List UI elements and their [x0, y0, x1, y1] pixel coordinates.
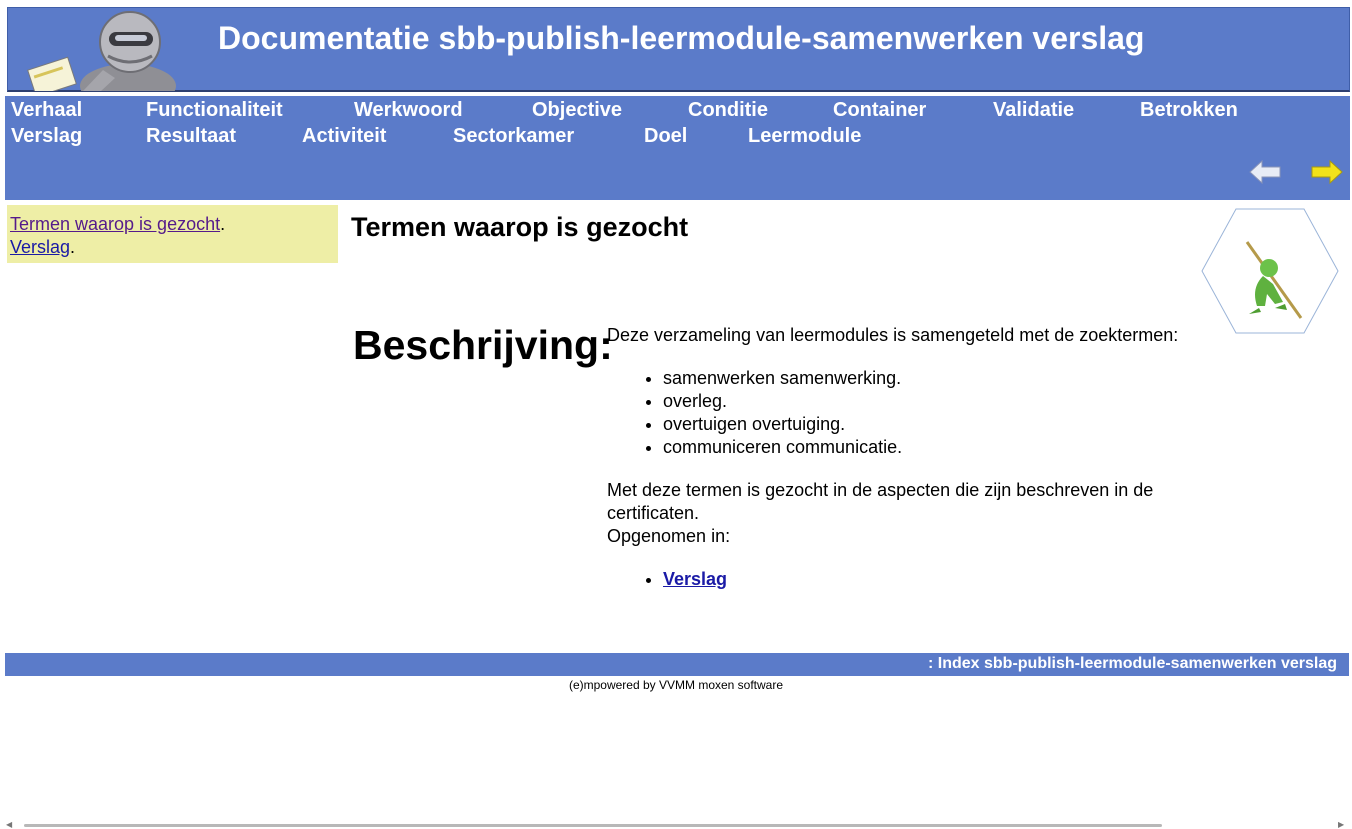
nav-item-betrokken[interactable]: Betrokken	[1140, 99, 1238, 121]
scroll-right-icon[interactable]: ▶	[1338, 820, 1345, 829]
sidebar-breadcrumb	[7, 205, 338, 263]
nav-item-sectorkamer[interactable]: Sectorkamer	[453, 125, 575, 147]
sidebar-link-verslag[interactable]: Verslag	[10, 237, 71, 257]
nav-item-conditie[interactable]: Conditie	[688, 99, 768, 121]
description-content	[607, 324, 1192, 611]
scroll-left-icon[interactable]: ◀	[6, 820, 13, 829]
hexagon-figure-icon	[1201, 208, 1339, 334]
nav-item-activiteit[interactable]: Activiteit	[302, 125, 387, 147]
previous-arrow-icon[interactable]	[1248, 158, 1282, 186]
nav-item-doel[interactable]: Doel	[644, 125, 688, 147]
page-title: Termen waarop is gezocht	[351, 212, 689, 242]
nav-item-objective[interactable]: Objective	[532, 99, 623, 121]
list-item: • overleg.	[663, 390, 1192, 413]
list-item: • communiceren communicatie.	[663, 436, 1192, 459]
sidebar-sep: .	[220, 214, 226, 234]
nav-item-leermodule[interactable]: Leermodule	[748, 125, 862, 147]
included-list	[607, 568, 1192, 591]
powered-by-text: (e)mpowered by VVMM moxen software	[568, 678, 784, 692]
nav-item-validatie[interactable]: Validatie	[993, 99, 1075, 121]
intro-text: Deze verzameling van leermodules is samengeteld met de zoektermen:	[607, 325, 1179, 345]
list-item: • samenwerken samenwerking.	[663, 367, 1192, 390]
list-item	[663, 568, 1192, 591]
nav-item-verslag[interactable]: Verslag	[11, 125, 83, 147]
index-link[interactable]: : Index sbb-publish-leermodule-samenwerken verslag	[928, 655, 1337, 672]
robot-logo-icon	[23, 8, 188, 91]
site-header	[7, 7, 1350, 92]
footer-bar	[5, 653, 1349, 676]
included-link-verslag[interactable]: Verslag	[663, 569, 728, 589]
sidebar-link-termen[interactable]: Termen waarop is gezocht	[10, 214, 221, 234]
included-label: Opgenomen in:	[607, 526, 731, 546]
horizontal-scrollbar[interactable]	[0, 819, 1352, 827]
description-label: Beschrijving:	[353, 322, 613, 368]
search-terms-list	[607, 367, 1192, 459]
main-nav	[5, 96, 1350, 200]
next-arrow-icon[interactable]	[1310, 158, 1344, 186]
nav-item-verhaal[interactable]: Verhaal	[11, 99, 83, 121]
nav-item-functionaliteit[interactable]: Functionaliteit	[146, 99, 283, 121]
aspects-text: Met deze termen is gezocht in de aspecten die zijn beschreven in de certificaten.	[607, 480, 1154, 523]
nav-item-werkwoord[interactable]: Werkwoord	[354, 99, 463, 121]
list-item: • overtuigen overtuiging.	[663, 413, 1192, 436]
nav-item-resultaat[interactable]: Resultaat	[146, 125, 237, 147]
nav-item-container[interactable]: Container	[833, 99, 927, 121]
site-title: Documentatie sbb-publish-leermodule-samenwerken verslag	[218, 20, 1145, 56]
sidebar-sep: .	[70, 237, 76, 257]
